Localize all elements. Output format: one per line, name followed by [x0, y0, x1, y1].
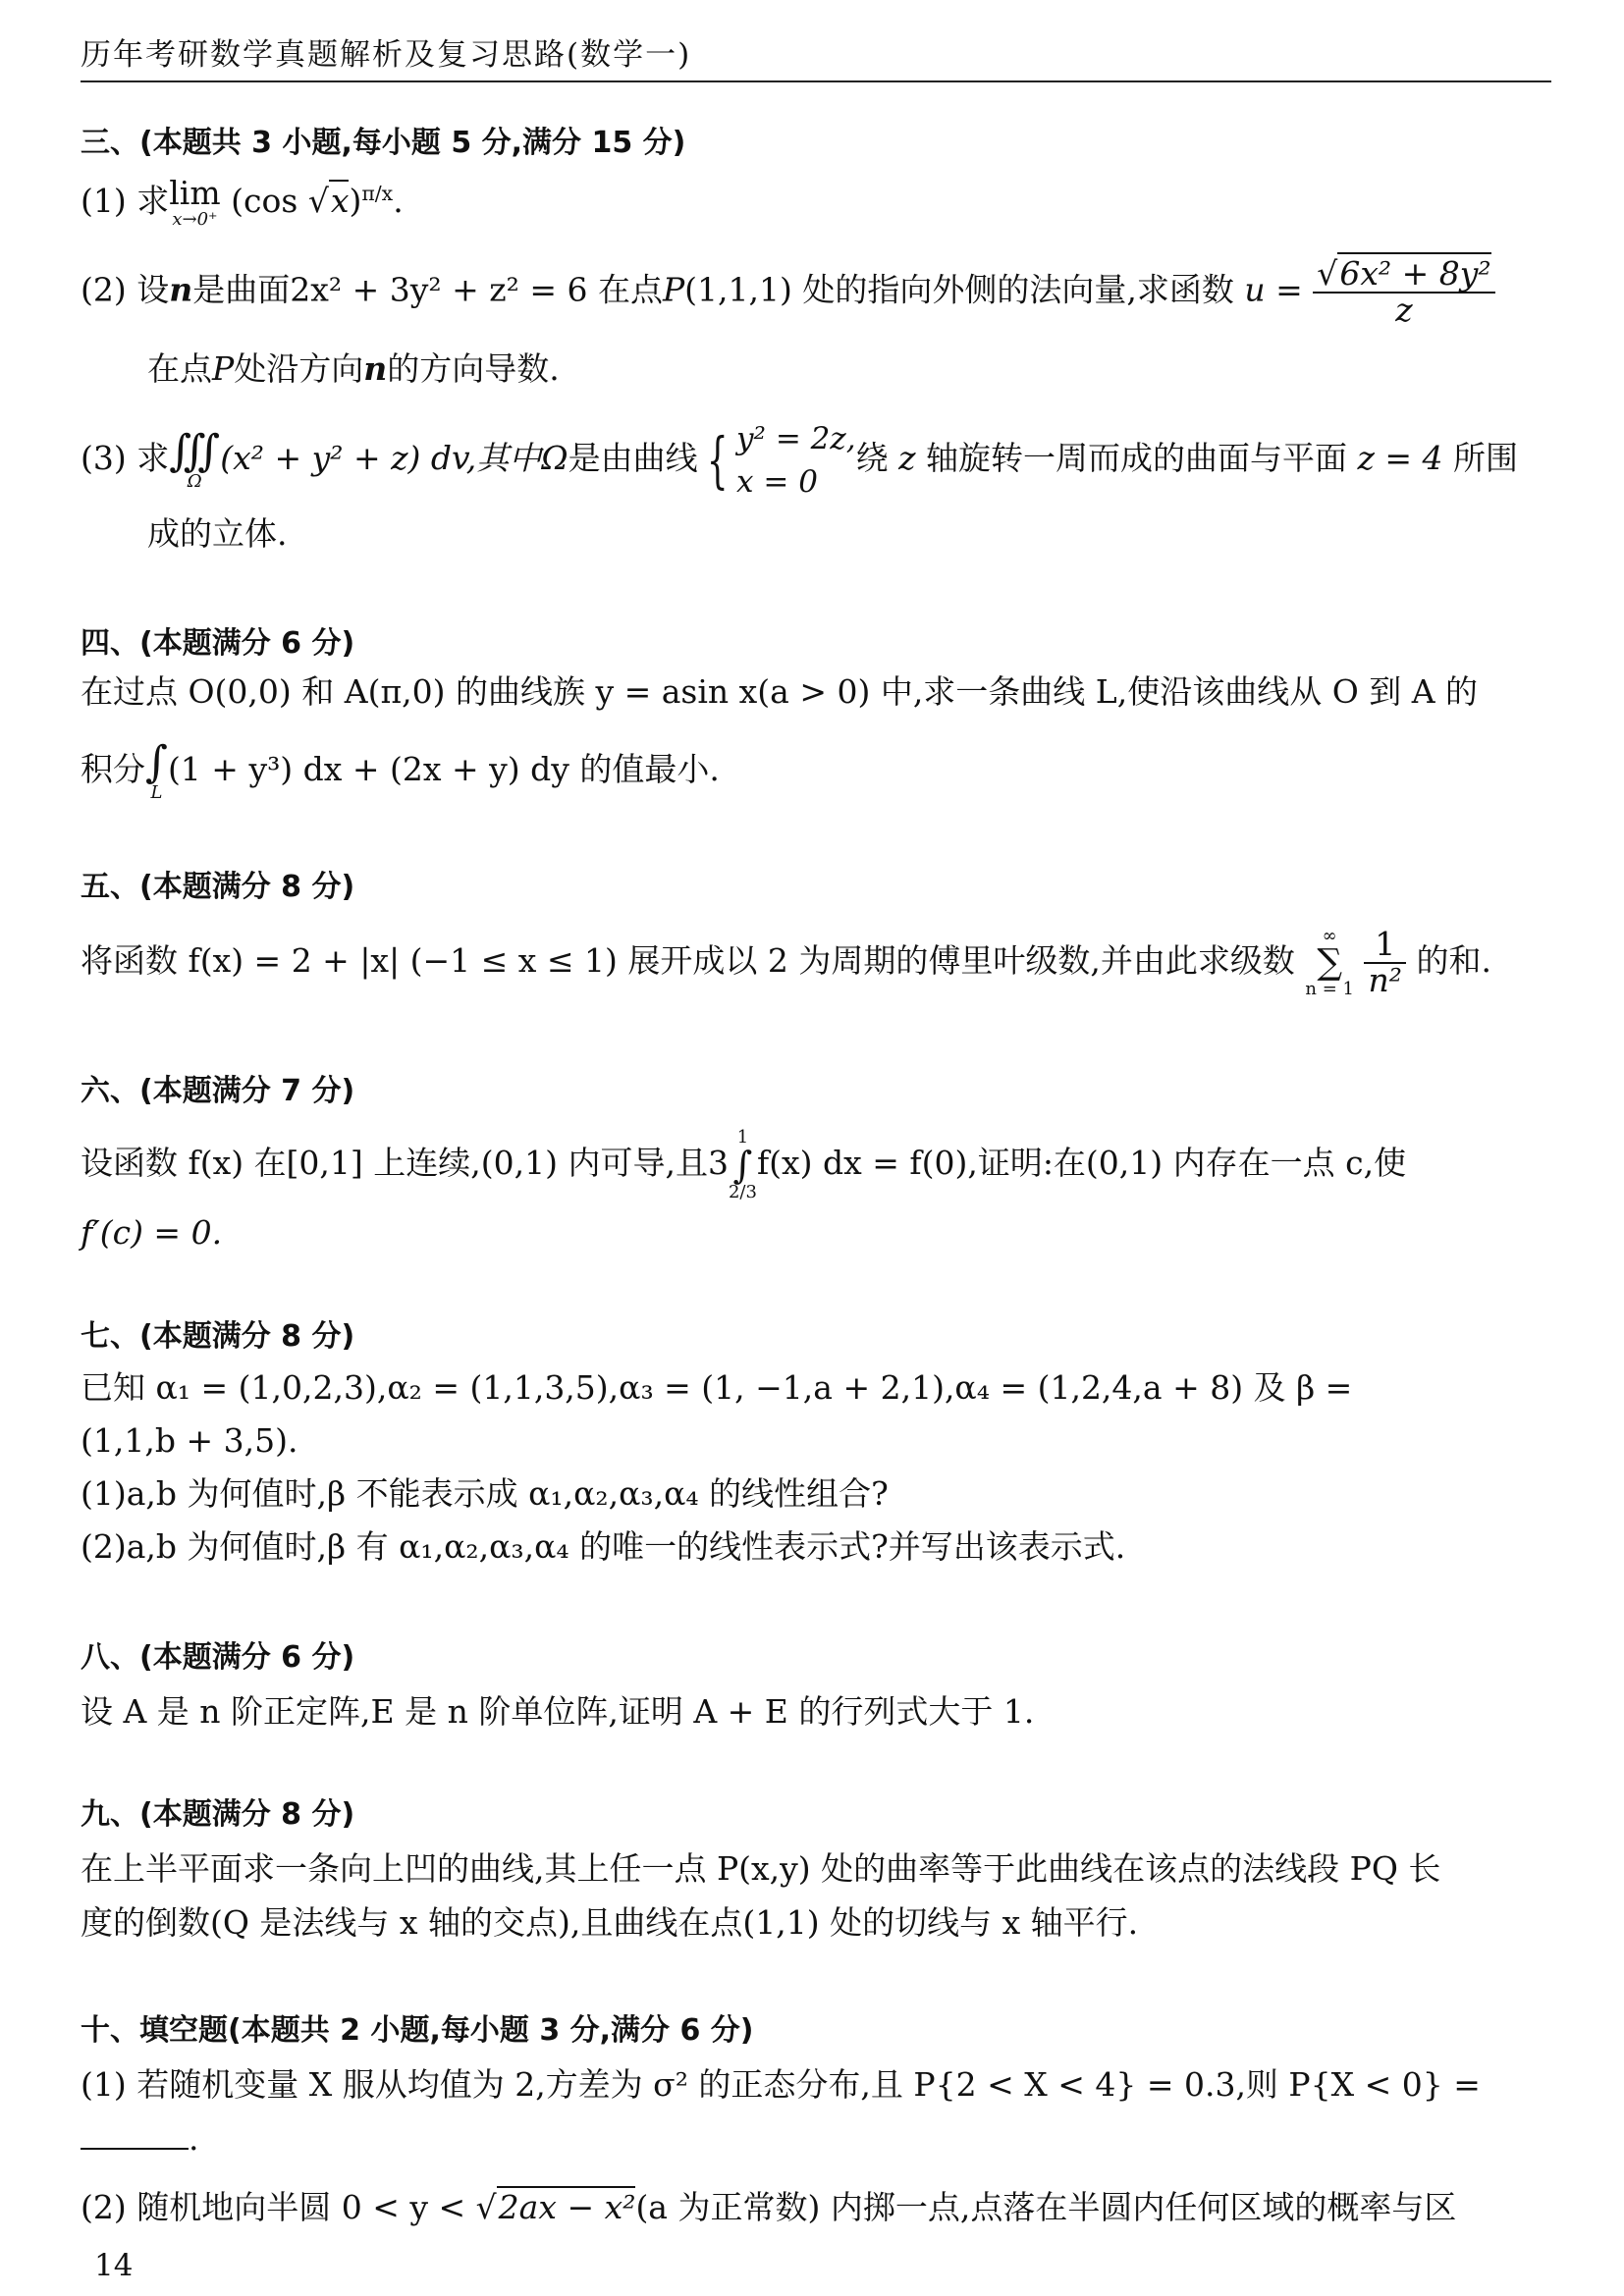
s4-line1: 在过点 O(0,0) 和 A(π,0) 的曲线族 y = asin x(a > 0) 中,求一条曲线 L,使沿该曲线从 O 到 A 的 [81, 672, 1479, 711]
brace: { [706, 424, 729, 496]
q-text: 积分 [81, 750, 145, 788]
q-text: 的和. [1416, 941, 1491, 980]
s6-line2: f′(c) = 0. [81, 1213, 223, 1252]
equation-system [736, 417, 856, 504]
q-text: 是由曲线 [568, 439, 698, 477]
system-eq-2: x = 0 [736, 464, 818, 500]
equals: = [1275, 270, 1303, 309]
triple-integral [169, 426, 221, 492]
s10-q1: (1) 若随机变量 X 服从均值为 2,方差为 σ² 的正态分布,且 P{2 < X < 4} = 0.3,则 P{X < 0} = [81, 2065, 1481, 2104]
limit-operator [169, 174, 221, 230]
section-6-heading: 六、(本题满分 7 分) [81, 1074, 355, 1108]
plane-eq: z = 4 [1357, 439, 1443, 477]
point-p: P [212, 349, 235, 388]
function-u: u [1244, 270, 1266, 309]
limit-label: lim [169, 174, 221, 212]
s3-question-1: (1) 求lim x→0⁺ (cos √x)$^{\pi/x}$. [81, 174, 404, 230]
q-text: 的方向导数. [387, 349, 560, 388]
sum-upper: ∞ [1322, 926, 1337, 946]
section-3-heading: 三、(本题共 3 小题,每小题 5 分,满分 15 分) [81, 126, 686, 160]
sqrt-argument: x [330, 182, 350, 220]
q-text: . [393, 182, 404, 220]
s3-question-3-line2: 成的立体. [147, 514, 288, 553]
point-p: P [662, 270, 685, 309]
q-text: 在点 [147, 349, 212, 388]
q-number: (3) [81, 439, 127, 477]
q-text: 所围 [1453, 439, 1518, 477]
s3-question-2-line2 [81, 346, 1620, 393]
s7-line4: (2)a,b 为何值时,β 有 α₁,α₂,α₃,α₄ 的唯一的线性表示式?并写出该表示式. [81, 1527, 1126, 1566]
q-text: 是曲面2x² + 3y² + z² = 6 在点 [192, 270, 663, 309]
q-text: 设 [136, 270, 170, 309]
axis-z: z [898, 439, 916, 477]
limit-subscript: x→0⁺ [172, 209, 218, 230]
integral-region: Ω [187, 471, 202, 492]
section-7-heading: 七、(本题满分 8 分) [81, 1319, 355, 1354]
definite-integral [729, 1129, 757, 1201]
q-text: 设函数 f(x) 在[0,1] 上连续,(0,1) 内可导,且3 [81, 1144, 729, 1182]
q-number: (1) [81, 182, 127, 220]
denominator: n² [1368, 961, 1402, 999]
section-4-heading: 四、(本题满分 6 分) [81, 626, 355, 661]
s7-line2: (1,1,b + 3,5). [81, 1421, 298, 1460]
integral-lower: 2/3 [728, 1182, 757, 1202]
summation [1305, 928, 1354, 998]
integral-symbol: ∫ [145, 737, 168, 787]
section-8-heading: 八、(本题满分 6 分) [81, 1640, 355, 1675]
integral-path: L [150, 782, 163, 803]
s8-line1: 设 A 是 n 阶正定阵,E 是 n 阶单位阵,证明 A + E 的行列式大于 1. [81, 1692, 1035, 1731]
q-text: 将函数 f(x) = 2 + |x| (−1 ≤ x ≤ 1) 展开成以 2 为周期的傅里叶级数,并由此求级数 [81, 941, 1295, 980]
numerator: 1 [1364, 928, 1405, 964]
exponent: π/x [361, 182, 394, 205]
section-9-heading: 九、(本题满分 8 分) [81, 1797, 355, 1832]
q-text: 求 [136, 439, 170, 477]
q-text: (2) 随机地向半圆 0 < y < [81, 2188, 466, 2226]
s9-line1: 在上半平面求一条向上凹的曲线,其上任一点 P(x,y) 处的曲率等于此曲线在该点的法线段 PQ 长 [81, 1849, 1441, 1888]
sqrt-argument: 2ax − x² [498, 2188, 636, 2226]
q-text: f(x) dx = f(0),证明:在(0,1) 内存在一点 c,使 [756, 1144, 1407, 1182]
numerator: 6x² + 8y² [1339, 254, 1491, 293]
fraction [1364, 925, 1405, 999]
vector-n: n [169, 270, 193, 309]
q-text: . [189, 2119, 199, 2158]
s4-line2 [81, 737, 1553, 803]
q-text: (a 为正常数) 内掷一点,点落在半圆内任何区域的概率与区 [635, 2188, 1457, 2226]
section-10-heading: 十、填空题(本题共 2 小题,每小题 3 分,满分 6 分) [81, 2013, 754, 2048]
integral-symbol: ∭ [169, 426, 221, 476]
q-text: (1 + y³) dx + (2x + y) dy 的值最小. [167, 750, 720, 788]
q-text: 绕 [855, 439, 889, 477]
s3-question-3 [81, 417, 1553, 504]
q-text: 求 [136, 182, 170, 220]
s10-q2: (2) 随机地向半圆 0 < y < √2ax − x²(a 为正常数) 内掷一点,点落在半圆内任何区域的概率与区 [81, 2188, 1457, 2226]
denominator: z [1395, 290, 1413, 329]
q-number: (2) [81, 270, 127, 309]
sum-symbol: ∑ [1317, 942, 1343, 983]
q-text: ) [349, 182, 362, 220]
sum-lower: n = 1 [1305, 979, 1354, 999]
s7-line1: 已知 α₁ = (1,0,2,3),α₂ = (1,1,3,5),α₃ = (1, −1,a + 2,1),α₄ = (1,2,4,a + 8) 及 β = [81, 1368, 1353, 1407]
q-text: (1,1,1) 处的指向外侧的法向量,求函数 [684, 270, 1234, 309]
s5-line1 [81, 925, 1553, 999]
q-text: 处沿方向 [234, 349, 364, 388]
s3-question-2 [81, 254, 1553, 329]
integral-upper: 1 [736, 1127, 749, 1148]
system-eq-1: y² = 2z, [736, 421, 856, 456]
answer-blank[interactable] [81, 2118, 189, 2150]
s6-line1 [81, 1129, 1553, 1201]
q-text: 轴旋转一周而成的曲面与平面 [925, 439, 1347, 477]
page-number: 14 [94, 2248, 134, 2283]
q-text: (cos [231, 182, 298, 220]
s9-line2: 度的倒数(Q 是法线与 x 轴的交点),且曲线在点(1,1) 处的切线与 x 轴平行. [81, 1903, 1139, 1942]
vector-n: n [363, 349, 388, 388]
line-integral [145, 737, 168, 803]
s10-q1-blank-line [81, 2115, 1553, 2163]
omega: Ω [541, 439, 568, 477]
integral-symbol: ∫ [732, 1144, 753, 1187]
fraction: $\frac{\text{√6x² + 8y²}}{z}$ [1313, 257, 1494, 327]
s7-line3: (1)a,b 为何值时,β 不能表示成 α₁,α₂,α₃,α₄ 的线性组合? [81, 1474, 889, 1513]
section-5-heading: 五、(本题满分 8 分) [81, 870, 355, 904]
running-header: 历年考研数学真题解析及复习思路(数学一) [81, 29, 1551, 82]
q-text: (x² + y² + z) dv,其中 [220, 439, 542, 477]
